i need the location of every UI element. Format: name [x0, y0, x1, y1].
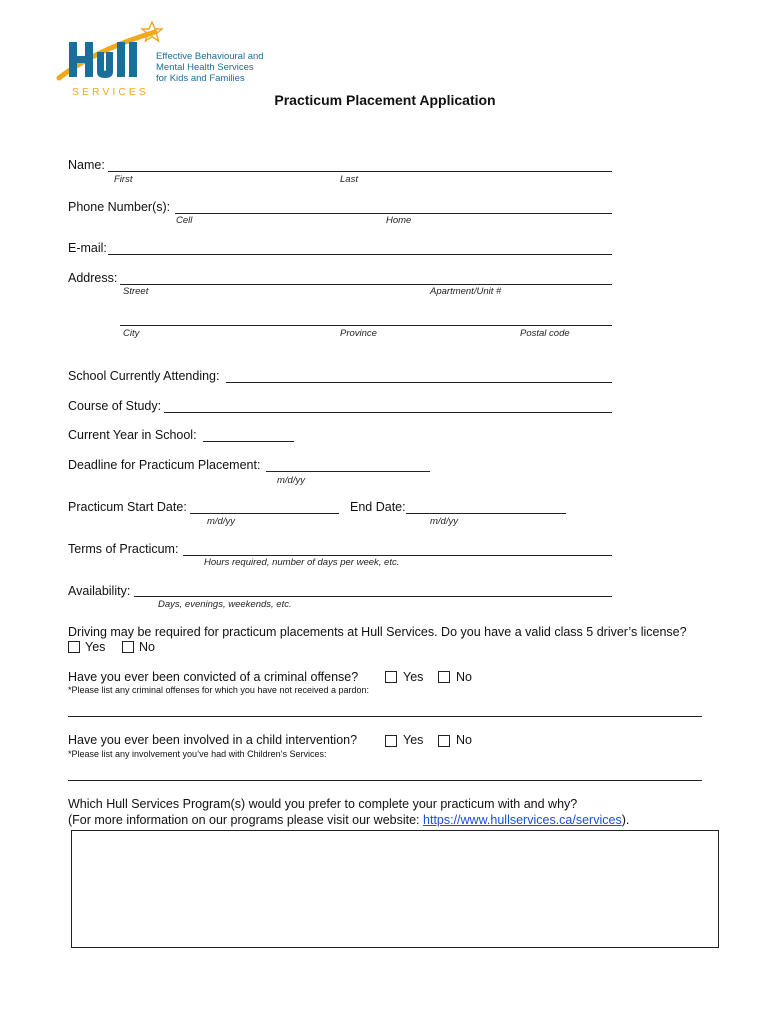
start-date-label: Practicum Start Date:	[68, 500, 187, 514]
email-field[interactable]	[108, 254, 612, 255]
program-answer-textarea[interactable]	[71, 830, 719, 948]
availability-hint: Days, evenings, weekends, etc.	[158, 599, 292, 610]
intervention-note: *Please list any involvement you’ve had with Children’s Services:	[68, 749, 327, 759]
phone-cell-hint: Cell	[176, 215, 193, 226]
driving-question: Driving may be required for practicum placements at Hull Services. Do you have a valid class 5 driver’s license?	[68, 625, 687, 639]
school-label: School Currently Attending:	[68, 369, 220, 383]
logo-services-text: SERVICES	[72, 86, 149, 98]
driving-yes-label: Yes	[85, 640, 106, 654]
logo-tagline-2: Mental Health Services	[156, 62, 254, 73]
address-city-hint: City	[123, 328, 140, 339]
intervention-no-label: No	[456, 733, 472, 747]
logo-tagline-1: Effective Behavioural and	[156, 51, 264, 62]
driving-no-label: No	[139, 640, 155, 654]
deadline-label: Deadline for Practicum Placement:	[68, 458, 261, 472]
name-first-hint: First	[114, 174, 133, 185]
intervention-yes-label: Yes	[403, 733, 424, 747]
address-province-hint: Province	[340, 328, 377, 339]
deadline-hint: m/d/yy	[277, 475, 305, 486]
deadline-field[interactable]	[266, 471, 430, 472]
end-date-label: End Date:	[350, 500, 406, 514]
address-street-field[interactable]	[120, 284, 612, 285]
address-label: Address:	[68, 271, 118, 285]
start-date-field[interactable]	[190, 513, 339, 514]
year-field[interactable]	[203, 441, 294, 442]
address-postal-hint: Postal code	[520, 328, 570, 339]
program-question: Which Hull Services Program(s) would you prefer to complete your practicum with and why?	[68, 797, 578, 811]
name-last-hint: Last	[340, 174, 358, 185]
intervention-details-field[interactable]	[68, 780, 702, 781]
criminal-question: Have you ever been convicted of a criminal offense?	[68, 670, 359, 684]
intervention-yes-checkbox[interactable]	[385, 735, 397, 747]
criminal-details-field[interactable]	[68, 716, 702, 717]
program-website-line	[68, 813, 629, 827]
year-label: Current Year in School:	[68, 428, 197, 442]
intervention-no-checkbox[interactable]	[438, 735, 450, 747]
criminal-no-checkbox[interactable]	[438, 671, 450, 683]
end-date-hint: m/d/yy	[430, 516, 458, 527]
name-field[interactable]	[108, 171, 612, 172]
driving-yes-checkbox[interactable]	[68, 641, 80, 653]
logo-tagline-3: for Kids and Families	[156, 73, 245, 84]
phone-home-hint: Home	[386, 215, 412, 226]
program-website-prefix: (For more information on our programs please visit our website:	[68, 813, 424, 827]
course-label: Course of Study:	[68, 399, 162, 413]
email-label: E-mail:	[68, 241, 107, 255]
school-field[interactable]	[226, 382, 612, 383]
terms-hint: Hours required, number of days per week, etc.	[204, 557, 400, 568]
driving-no-checkbox[interactable]	[122, 641, 134, 653]
criminal-yes-label: Yes	[403, 670, 424, 684]
start-date-hint: m/d/yy	[207, 516, 235, 527]
phone-field[interactable]	[175, 213, 612, 214]
page-title: Practicum Placement Application	[274, 92, 496, 108]
address-apartment-hint: Apartment/Unit #	[430, 286, 502, 297]
availability-label: Availability:	[68, 584, 131, 598]
intervention-question: Have you ever been involved in a child intervention?	[68, 733, 358, 747]
name-label: Name:	[68, 158, 105, 172]
website-link[interactable]: https://www.hullservices.ca/services	[423, 813, 622, 827]
criminal-no-label: No	[456, 670, 472, 684]
logo-mark-icon	[55, 20, 165, 82]
criminal-note: *Please list any criminal offenses for which you have not received a pardon:	[68, 685, 369, 695]
phone-label: Phone Number(s):	[68, 200, 171, 214]
end-date-field[interactable]	[406, 513, 566, 514]
course-field[interactable]	[164, 412, 612, 413]
address-street-hint: Street	[123, 286, 149, 297]
terms-label: Terms of Practicum:	[68, 542, 179, 556]
criminal-yes-checkbox[interactable]	[385, 671, 397, 683]
terms-field[interactable]	[183, 555, 612, 556]
program-website-suffix: ).	[621, 813, 630, 827]
availability-field[interactable]	[134, 596, 612, 597]
address-city-field[interactable]	[120, 325, 612, 326]
